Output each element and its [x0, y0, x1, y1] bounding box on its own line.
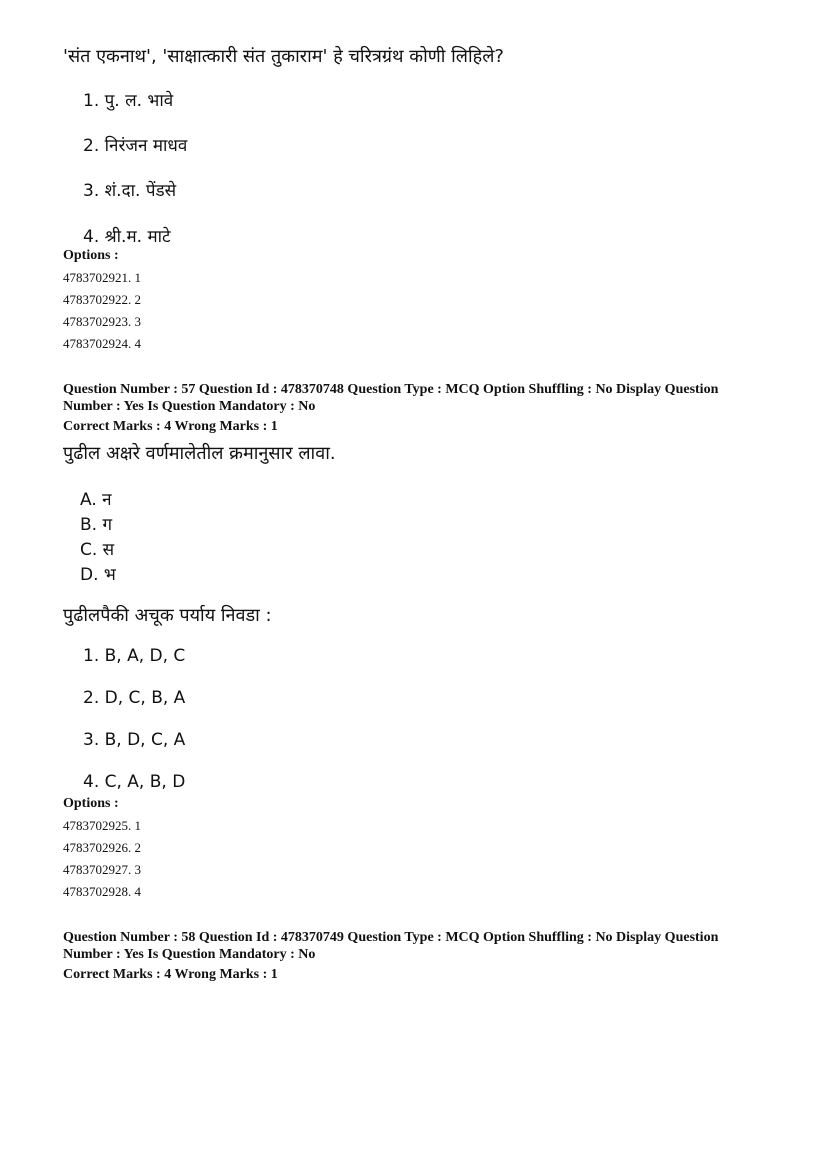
- q57-choice-1: 1. B, A, D, C: [83, 646, 186, 666]
- q56-choice-2: 2. निरंजन माधव: [83, 136, 188, 156]
- q57-meta-line-3: Correct Marks : 4 Wrong Marks : 1: [63, 419, 278, 434]
- q57-letter-a: A. न: [80, 490, 112, 510]
- q57-letter-c: C. स: [80, 540, 115, 560]
- q57-choice-2: 2. D, C, B, A: [83, 688, 186, 708]
- q57-letter-d: D. भ: [80, 565, 116, 585]
- q57-choice-4: 4. C, A, B, D: [83, 772, 186, 792]
- q58-meta-line-3: Correct Marks : 4 Wrong Marks : 1: [63, 967, 278, 982]
- q56-option-id-4: 4783702924. 4: [63, 336, 141, 351]
- q56-choice-1: 1. पु. ल. भावे: [83, 91, 174, 111]
- q56-option-id-1: 4783702921. 1: [63, 270, 141, 285]
- q56-choice-4: 4. श्री.म. माटे: [83, 227, 171, 247]
- q57-question-text: पुढील अक्षरे वर्णमालेतील क्रमानुसार लावा.: [63, 443, 336, 464]
- q57-letter-b: B. ग: [80, 515, 113, 535]
- q56-option-id-3: 4783702923. 3: [63, 314, 141, 329]
- q57-option-id-4: 4783702928. 4: [63, 884, 141, 899]
- q56-option-id-2: 4783702922. 2: [63, 292, 141, 307]
- q57-options-label: Options :: [63, 796, 119, 811]
- q57-meta-line-2: Number : Yes Is Question Mandatory : No: [63, 399, 316, 414]
- q57-option-id-1: 4783702925. 1: [63, 818, 141, 833]
- q57-choice-3: 3. B, D, C, A: [83, 730, 186, 750]
- q57-option-id-3: 4783702927. 3: [63, 862, 141, 877]
- q57-option-id-2: 4783702926. 2: [63, 840, 141, 855]
- q57-instruction: पुढीलपैकी अचूक पर्याय निवडा :: [63, 605, 272, 626]
- q56-question-text: 'संत एकनाथ', 'साक्षात्कारी संत तुकाराम' हे चरित्रग्रंथ कोणी लिहिले?: [63, 46, 504, 67]
- q56-choice-3: 3. शं.दा. पेंडसे: [83, 181, 177, 201]
- q58-meta-line-2: Number : Yes Is Question Mandatory : No: [63, 947, 316, 962]
- q57-meta-line-1: Question Number : 57 Question Id : 478370748 Question Type : MCQ Option Shuffling : No Display Question: [63, 382, 719, 397]
- q58-meta-line-1: Question Number : 58 Question Id : 478370749 Question Type : MCQ Option Shuffling : No Display Question: [63, 930, 719, 945]
- q56-options-label: Options :: [63, 248, 119, 263]
